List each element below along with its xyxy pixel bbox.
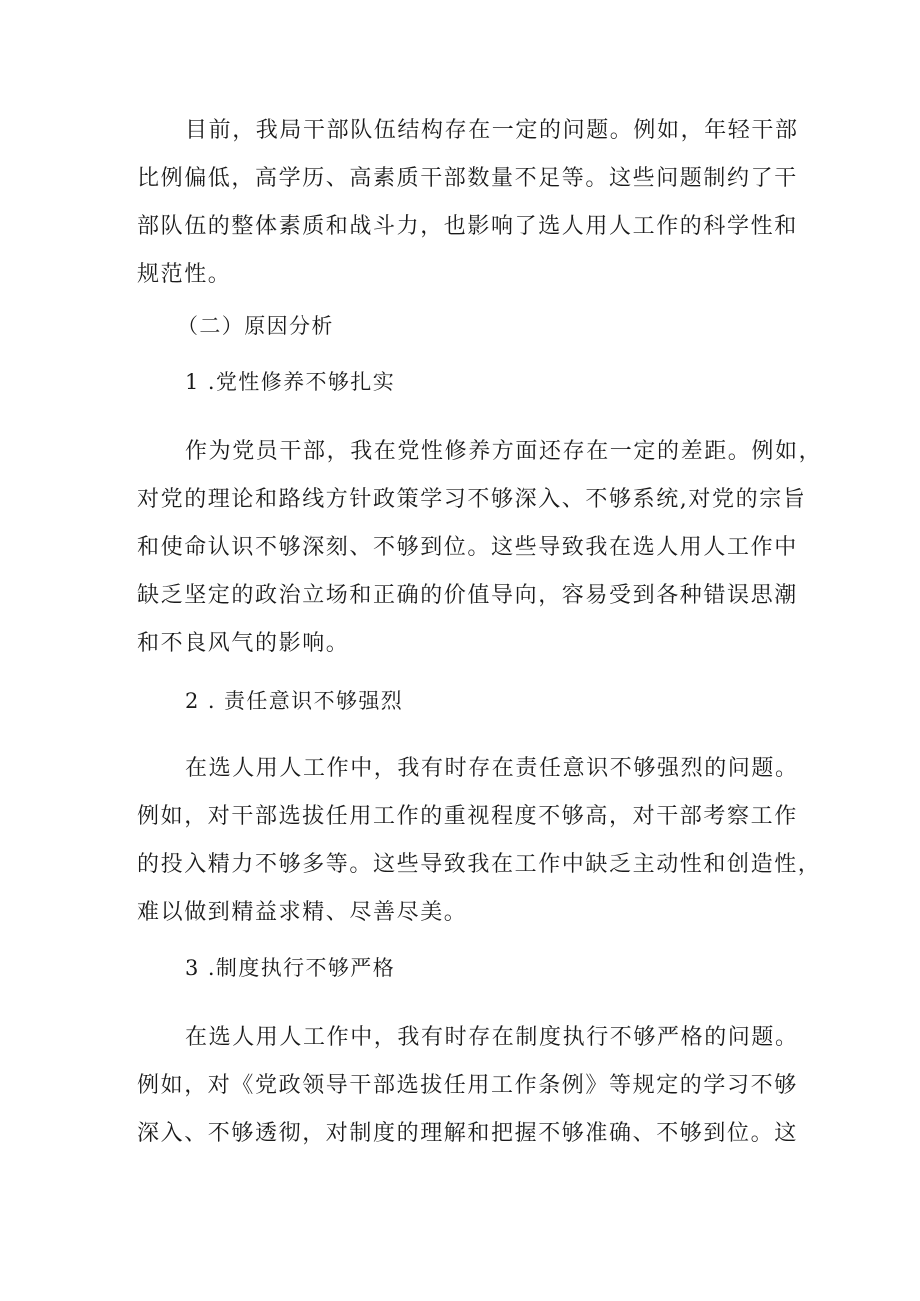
paragraph-line: 缺乏坚定的政治立场和正确的价值导向，容易受到各种错误思潮 bbox=[137, 583, 798, 608]
section-heading: （二）原因分析 bbox=[177, 314, 334, 338]
paragraph-line: 例如，对干部选拔任用工作的重视程度不够高，对干部考察工作 bbox=[137, 804, 798, 829]
paragraph-intro bbox=[137, 107, 797, 299]
paragraph-line: 和使命认识不够深刻、不够到位。这些导致我在选人用人工作中 bbox=[137, 535, 798, 560]
paragraph-line: 例如，对《党政领导干部选拔任用工作条例》等规定的学习不够 bbox=[137, 1073, 798, 1098]
paragraph-item-1 bbox=[137, 428, 823, 668]
item-heading-1: 1 .党性修养不够扎实 bbox=[185, 370, 396, 394]
paragraph-line: 比例偏低，高学历、高素质干部数量不足等。这些问题制约了干 bbox=[137, 166, 798, 191]
paragraph-item-2 bbox=[137, 745, 822, 937]
paragraph-line: 的投入精力不够多等。这些导致我在工作中缺乏主动性和创造性， bbox=[137, 852, 822, 877]
paragraph-item-3 bbox=[137, 1014, 797, 1158]
item-heading-3: 3 .制度执行不够严格 bbox=[185, 956, 396, 980]
paragraph-line: 难以做到精益求精、尽善尽美。 bbox=[137, 900, 468, 925]
paragraph-line: 在选人用人工作中，我有时存在责任意识不够强烈的问题。 bbox=[185, 756, 799, 781]
paragraph-line: 在选人用人工作中，我有时存在制度执行不够严格的问题。 bbox=[185, 1025, 799, 1050]
paragraph-line: 规范性。 bbox=[137, 262, 232, 287]
paragraph-line: 作为党员干部，我在党性修养方面还存在一定的差距。例如， bbox=[185, 439, 823, 464]
paragraph-line: 部队伍的整体素质和战斗力，也影响了选人用人工作的科学性和 bbox=[137, 214, 798, 239]
item-heading-2: 2 . 责任意识不够强烈 bbox=[185, 689, 404, 713]
paragraph-line: 目前，我局干部队伍结构存在一定的问题。例如，年轻干部 bbox=[185, 118, 799, 143]
paragraph-line: 深入、不够透彻，对制度的理解和把握不够准确、不够到位。这 bbox=[137, 1121, 798, 1146]
paragraph-line: 和不良风气的影响。 bbox=[137, 631, 350, 656]
paragraph-line: 对党的理论和路线方针政策学习不够深入、不够系统,对党的宗旨 bbox=[137, 487, 807, 512]
